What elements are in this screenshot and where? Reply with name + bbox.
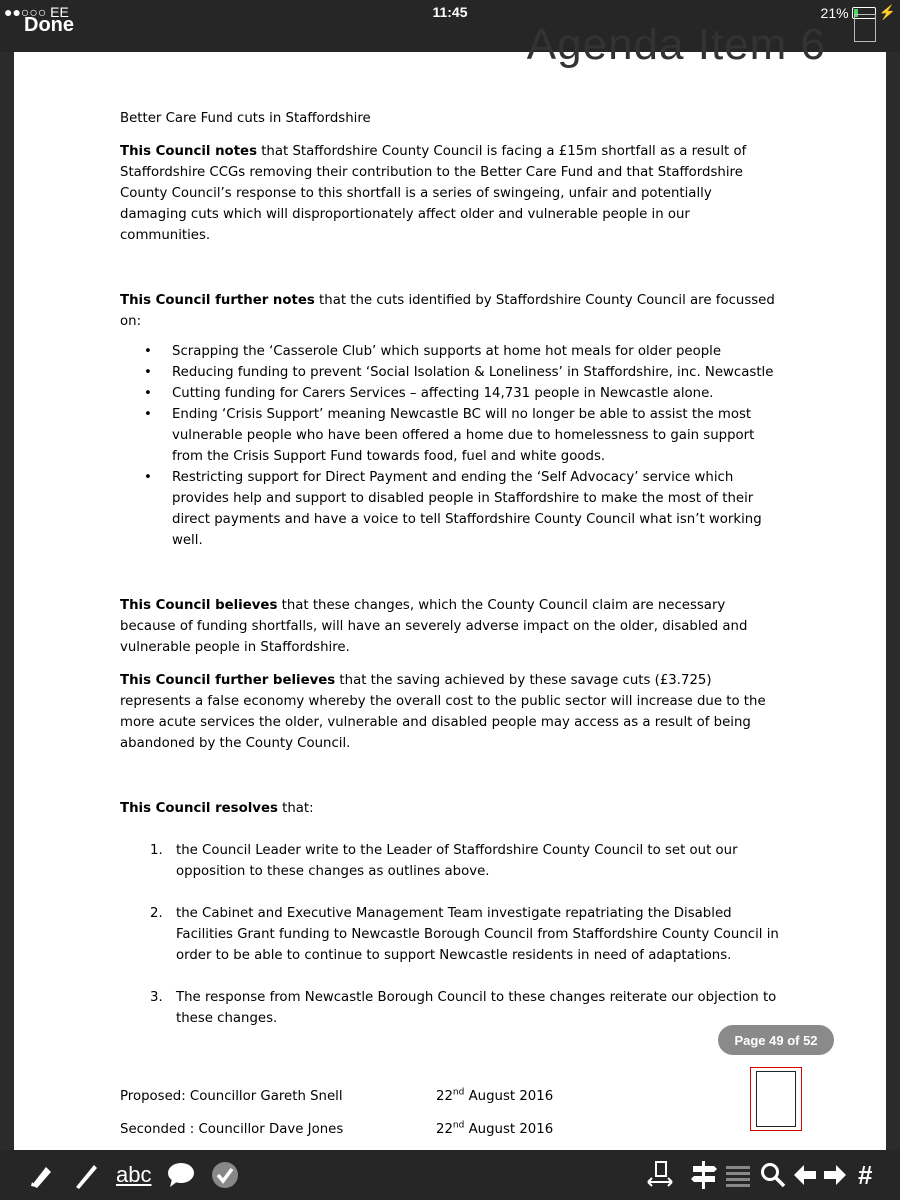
item-text: the Council Leader write to the Leader of Staffordshire County Council to set out our opposition to these changes as outlines above. bbox=[176, 843, 738, 879]
pen-icon[interactable] bbox=[72, 1160, 100, 1190]
text-tool-button[interactable]: abc bbox=[116, 1162, 152, 1187]
list-item: • Ending ‘Crisis Support’ meaning Newcastle BC will no longer be able to assist the most vulnerable people who have been offered a home due to homelessness to gain support from the Crisis Support Fund towards food, fuel and white goods. bbox=[120, 404, 780, 467]
list-item: • Restricting support for Direct Payment and ending the ‘Self Advocacy’ service which provides help and support to disabled people in Staffordshire to make the most of their direct payments and have a voice to tell Staffordshire County Council what isn’t working well. bbox=[120, 467, 780, 551]
page-number-button[interactable]: # bbox=[858, 1159, 873, 1190]
list-item bbox=[120, 840, 780, 882]
proposed-by: Proposed: Councillor Gareth Snell bbox=[120, 1089, 343, 1104]
highlighter-icon[interactable] bbox=[28, 1160, 56, 1190]
forward-arrow-icon[interactable] bbox=[822, 1160, 848, 1190]
paragraph-lead: This Council further notes bbox=[120, 293, 315, 308]
comment-icon[interactable] bbox=[166, 1160, 196, 1190]
paragraph-text: that Staffordshire County Council is facing a £15m shortfall as a result of Staffordshire CCGs removing their contribution to the Better Care Fund and that Staffordshire County Council’s response to this shortfall is a series of swingeing, unfair and potentially damaging cuts which will disproportionately affect older and vulnerable people in our communities. bbox=[120, 144, 747, 243]
paragraph-notes bbox=[120, 141, 780, 246]
proposed-date bbox=[436, 1086, 553, 1107]
document-title: Better Care Fund cuts in Staffordshire bbox=[120, 111, 371, 126]
resolutions-list bbox=[120, 840, 780, 1029]
item-number: 3. bbox=[150, 990, 163, 1005]
item-text: The response from Newcastle Borough Council to these changes reiterate our objection to these changes. bbox=[176, 990, 777, 1026]
agenda-stamp: Agenda Item 6 bbox=[526, 20, 826, 69]
item-number: 2. bbox=[150, 906, 163, 921]
search-icon[interactable] bbox=[760, 1160, 786, 1190]
charging-icon: ⚡ bbox=[878, 4, 896, 20]
status-time: 11:45 bbox=[432, 4, 468, 20]
page-view-icon[interactable] bbox=[854, 14, 876, 42]
paragraph-believes bbox=[120, 595, 780, 658]
list-item bbox=[120, 987, 780, 1029]
carrier-signal: ●●○○○ EE bbox=[4, 4, 69, 20]
battery-percent: 21% bbox=[820, 4, 849, 21]
signpost-icon[interactable] bbox=[690, 1160, 718, 1190]
paragraph-text: that: bbox=[277, 801, 314, 816]
paragraph-further-believes bbox=[120, 670, 780, 754]
paragraph-text: that the saving achieved by these savage cuts (£3.725) represents a false economy whereby the overall cost to the public sector will increase due to the more acute services the older, vulnerable and disabled people may access as a result of being abandoned by the County Council. bbox=[120, 673, 766, 751]
list-item: • Reducing funding to prevent ‘Social Isolation & Loneliness’ in Staffordshire, inc. Newcastle bbox=[120, 362, 780, 383]
list-item: • Cutting funding for Carers Services – affecting 14,731 people in Newcastle alone. bbox=[120, 383, 780, 404]
paragraph-resolves bbox=[120, 798, 780, 819]
paragraph-further-notes bbox=[120, 290, 780, 332]
cuts-list bbox=[120, 341, 780, 551]
date-day: 22 bbox=[436, 1122, 453, 1137]
list-item: • Scrapping the ‘Casserole Club’ which supports at home hot meals for older people bbox=[120, 341, 780, 362]
document-body bbox=[120, 108, 780, 1152]
item-number: 1. bbox=[150, 843, 163, 858]
item-text: the Cabinet and Executive Management Team investigate repatriating the Disabled Facilities Grant funding to Newcastle Borough Council from Staffordshire County Council in order to be able to continue to support Newcastle residents in need of adaptations. bbox=[176, 906, 779, 963]
date-rest: August 2016 bbox=[464, 1089, 554, 1104]
page-indicator: Page 49 of 52 bbox=[718, 1025, 834, 1055]
paragraph-text: that these changes, which the County Council claim are necessary because of funding shortfalls, will have an severely adverse impact on the older, disabled and vulnerable people in Staffordshire. bbox=[120, 598, 748, 655]
list-item bbox=[120, 903, 780, 966]
document-page[interactable] bbox=[14, 20, 886, 1150]
seconded-by: Seconded : Councillor Dave Jones bbox=[120, 1122, 344, 1137]
seconded-date bbox=[436, 1119, 553, 1140]
bottom-toolbar bbox=[0, 1150, 900, 1200]
back-arrow-icon[interactable] bbox=[792, 1160, 818, 1190]
paragraph-lead: This Council further believes bbox=[120, 673, 336, 688]
page-thumbnail[interactable] bbox=[750, 1067, 802, 1131]
paragraph-lead: This Council resolves bbox=[120, 801, 278, 816]
paragraph-lead: This Council believes bbox=[120, 598, 278, 613]
date-suffix: nd bbox=[452, 1120, 465, 1131]
thumbnail-page bbox=[756, 1071, 796, 1127]
transfer-icon[interactable] bbox=[646, 1160, 674, 1190]
date-suffix: nd bbox=[452, 1087, 465, 1098]
checkmark-icon[interactable] bbox=[210, 1160, 240, 1190]
date-rest: August 2016 bbox=[464, 1122, 554, 1137]
done-button[interactable]: Done bbox=[24, 14, 74, 36]
paragraph-text: that the cuts identified by Staffordshire County Council are focussed on: bbox=[120, 293, 775, 329]
list-icon[interactable] bbox=[726, 1160, 750, 1190]
seconded-row bbox=[120, 1119, 780, 1152]
paragraph-lead: This Council notes bbox=[120, 144, 257, 159]
proposed-row bbox=[120, 1086, 780, 1119]
date-day: 22 bbox=[436, 1089, 453, 1104]
